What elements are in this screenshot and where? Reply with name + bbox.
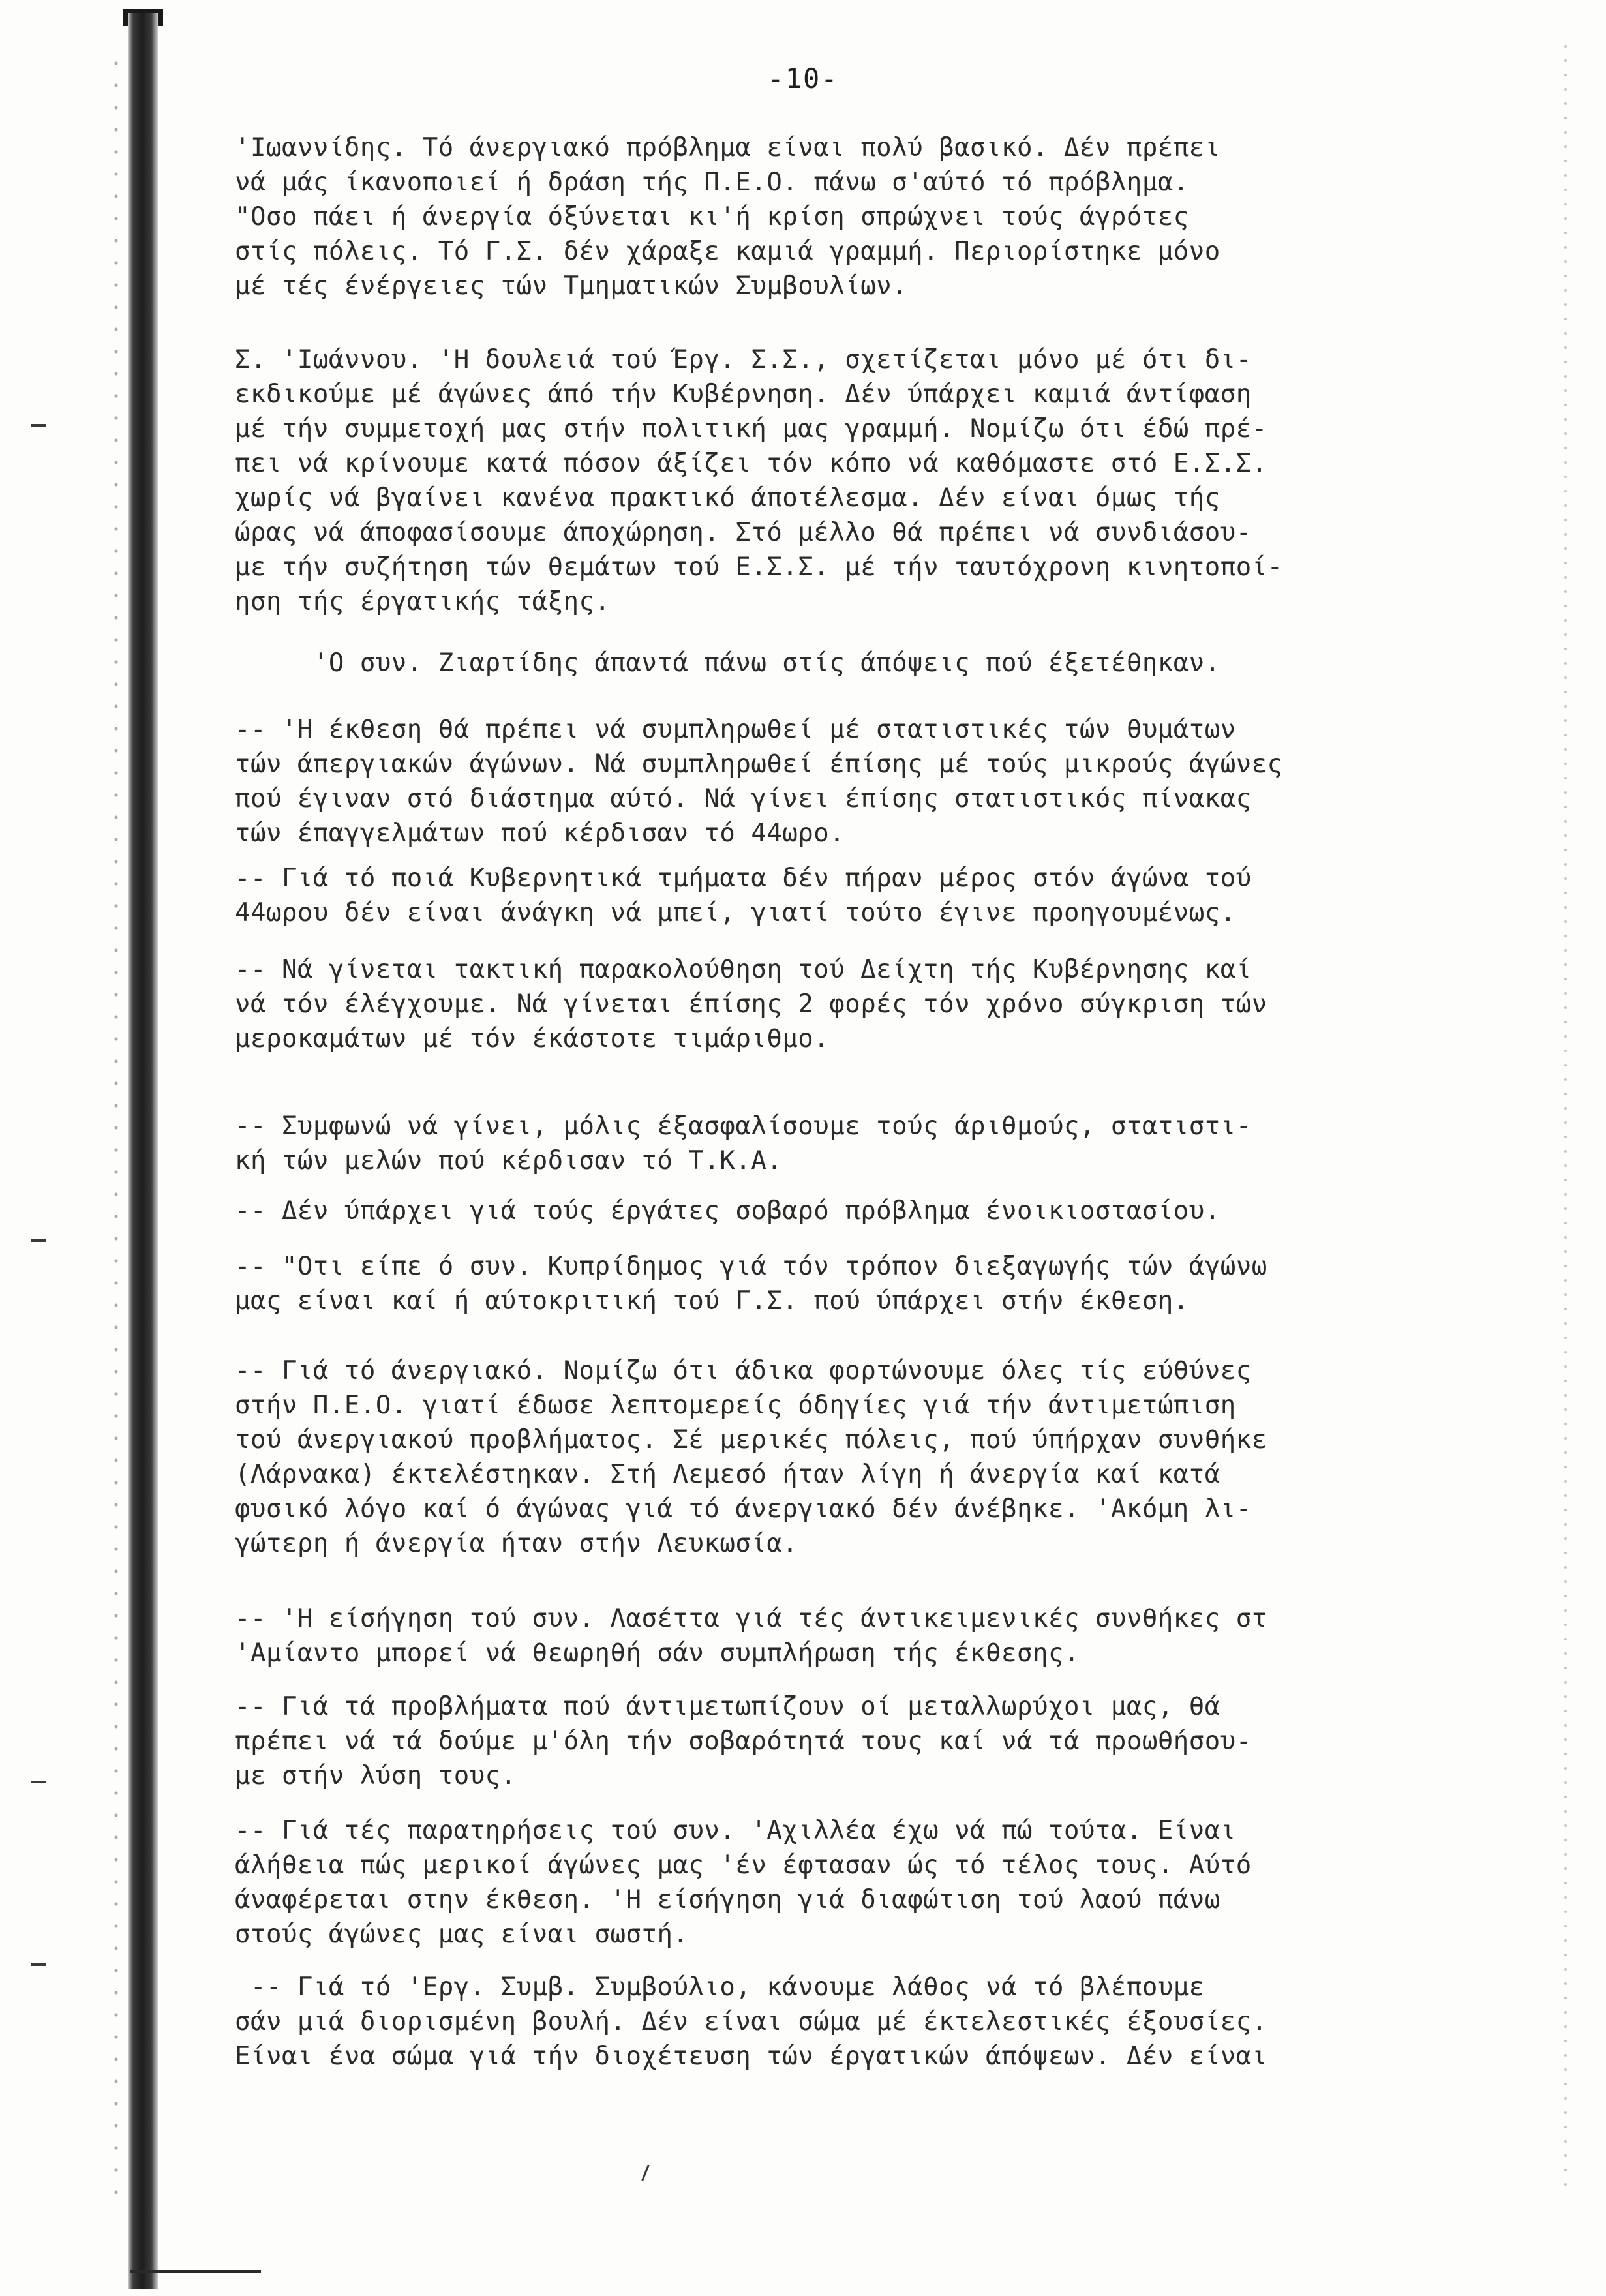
text-line: -- Γιά τά προβλήματα πού άντιμετωπίζουν οί μεταλλωρύχοι μας, θά bbox=[235, 1692, 1220, 1721]
text-line: μέ τήν συμμετοχή μας στήν πολιτική μας γραμμή. Νομίζω ότι έδώ πρέ- bbox=[235, 414, 1267, 444]
text-line: πρέπει νά τά δούμε μ'όλη τήν σοβαρότητά τους καί νά τά προωθήσου- bbox=[235, 1727, 1252, 1756]
text-line: τού άνεργιακού προβλήματος. Σέ μερικές πόλεις, πού ύπήρχαν συνθήκε bbox=[235, 1425, 1267, 1455]
margin-mark bbox=[31, 424, 46, 427]
paragraph-kypridimos bbox=[235, 1249, 1526, 1318]
text-line: νά τόν έλέγχουμε. Νά γίνεται έπίσης 2 φορές τόν χρόνο σύγκριση τών bbox=[235, 989, 1267, 1019]
paragraph-government-departments bbox=[235, 861, 1526, 930]
text-line: εκδικούμε μέ άγώνες άπό τήν Κυβέρνηση. Δέν ύπάρχει καμιά άντίφαση bbox=[235, 380, 1252, 409]
text-line: χωρίς νά βγαίνει κανένα πρακτικό άποτέλεσμα. Δέν είναι όμως τής bbox=[235, 483, 1220, 513]
paragraph-ioannou bbox=[235, 342, 1526, 619]
text-line: -- Νά γίνεται τακτική παρακολούθηση τού Δείχτη τής Κυβέρνησης καί bbox=[235, 955, 1252, 984]
text-line: Είναι ένα σώμα γιά τήν διοχέτευση τών έργατικών άπόψεων. Δέν είναι bbox=[235, 2042, 1267, 2071]
text-line: μας είναι καί ή αύτοκριτική τού Γ.Σ. πού ύπάρχει στήν έκθεση. bbox=[235, 1286, 1189, 1316]
text-line: 'Ο συν. Ζιαρτίδης άπαντά πάνω στίς άπόψεις πού έξετέθηκαν. bbox=[235, 648, 1220, 678]
text-line: 'Αμίαντο μπορεί νά θεωρηθή σάν συμπλήρωση τής έκθεσης. bbox=[235, 1639, 1080, 1668]
paragraph-lasetta bbox=[235, 1601, 1526, 1670]
text-line: (Λάρνακα) έκτελέστηκαν. Στή Λεμεσό ήταν λίγη ή άνεργία καί κατά bbox=[235, 1460, 1220, 1489]
text-line: γώτερη ή άνεργία ήταν στήν Λευκωσία. bbox=[235, 1529, 798, 1558]
paragraph-achilleas bbox=[235, 1813, 1526, 1952]
margin-mark bbox=[31, 1963, 46, 1966]
binding-foot bbox=[130, 2270, 261, 2273]
text-line: ηση τής έργατικής τάξης. bbox=[235, 587, 611, 616]
margin-mark bbox=[31, 1239, 46, 1242]
paragraph-report-statistics bbox=[235, 712, 1526, 851]
paragraph-ziartidis-intro bbox=[235, 646, 1526, 680]
paragraph-tka-statistics bbox=[235, 1109, 1526, 1178]
text-line: μέ τές ένέργειες τών Τμηματικών Συμβουλίων. bbox=[235, 271, 908, 301]
text-line: "Οσο πάει ή άνεργία όξύνεται κι'ή κρίση σπρώχνει τούς άγρότες bbox=[235, 202, 1189, 232]
text-line: -- Γιά τό ποιά Κυβερνητικά τμήματα δέν πήραν μέρος στόν άγώνα τού bbox=[235, 864, 1252, 893]
binding-stitching bbox=[111, 52, 121, 2205]
text-line: ώρας νά άποφασίσουμε άποχώρηση. Στό μέλλο θά πρέπει νά συνδιάσου- bbox=[235, 518, 1252, 547]
text-line: -- Γιά τό 'Εργ. Συμβ. Συμβούλιο, κάνουμε λάθος νά τό βλέπουμε bbox=[235, 1972, 1205, 2002]
text-line: -- Συμφωνώ νά γίνει, μόλις έξασφαλίσουμε τούς άριθμούς, στατιστι- bbox=[235, 1111, 1252, 1141]
margin-mark bbox=[31, 1781, 46, 1783]
text-line: -- Γιά τές παρατηρήσεις τού συν. 'Αχιλλέα έχω νά πώ τούτα. Είναι bbox=[235, 1816, 1236, 1845]
text-line: στούς άγώνες μας είναι σωστή. bbox=[235, 1920, 689, 1949]
text-line: -- Δέν ύπάρχει γιά τούς έργάτες σοβαρό πρόβλημα ένοικιοστασίου. bbox=[235, 1196, 1220, 1226]
text-line: -- 'Η έκθεση θά πρέπει νά συμπληρωθεί μέ στατιστικές τών θυμάτων bbox=[235, 715, 1236, 744]
paragraph-unemployment bbox=[235, 1353, 1526, 1561]
page-number: -10- bbox=[767, 63, 839, 95]
text-line: πού έγιναν στό διάστημα αύτό. Νά γίνει έπίσης στατιστικός πίνακας bbox=[235, 784, 1252, 813]
paragraph-rent-control bbox=[235, 1194, 1526, 1228]
text-line: -- Γιά τό άνεργιακό. Νομίζω ότι άδικα φορτώνουμε όλες τίς εύθύνες bbox=[235, 1356, 1252, 1385]
text-line: νά μάς ίκανοποιεί ή δράση τής Π.Ε.Ο. πάνω σ'αύτό τό πρόβλημα. bbox=[235, 168, 1189, 197]
text-line: στήν Π.Ε.Ο. γιατί έδωσε λεπτομερείς όδηγίες γιά τήν άντιμετώπιση bbox=[235, 1391, 1236, 1420]
binding-spine bbox=[128, 13, 158, 2289]
text-line: τών άπεργιακών άγώνων. Νά συμπληρωθεί έπίσης μέ τούς μικρούς άγώνες bbox=[235, 749, 1283, 779]
text-line: σάν μιά διορισμένη βουλή. Δέν είναι σώμα μέ έκτελεστικές έξουσίες. bbox=[235, 2007, 1267, 2036]
text-line: -- "Οτι είπε ό συν. Κυπρίδημος γιά τόν τρόπον διεξαγωγής τών άγώνω bbox=[235, 1252, 1267, 1281]
text-line: μεροκαμάτων μέ τόν έκάστοτε τιμάριθμο. bbox=[235, 1024, 830, 1053]
text-line: φυσικό λόγο καί ό άγώνας γιά τό άνεργιακό δέν άνέβηκε. 'Ακόμη λι- bbox=[235, 1494, 1252, 1524]
paragraph-ioannidis bbox=[235, 130, 1526, 303]
text-line: τών έπαγγελμάτων πού κέρδισαν τό 44ωρο. bbox=[235, 819, 845, 848]
text-line: άναφέρεται στην έκθεση. 'Η είσήγηση γιά διαφώτιση τού λαού πάνω bbox=[235, 1885, 1220, 1914]
paragraph-cost-of-living-index bbox=[235, 952, 1526, 1056]
text-line: στίς πόλεις. Τό Γ.Σ. δέν χάραξε καμιά γραμμή. Περιορίστηκε μόνο bbox=[235, 237, 1220, 266]
text-line: με στήν λύση τους. bbox=[235, 1761, 517, 1790]
paragraph-labour-council bbox=[235, 1970, 1526, 2074]
paragraph-miners bbox=[235, 1689, 1526, 1793]
text-line: 'Ιωαννίδης. Τό άνεργιακό πρόβλημα είναι πολύ βασικό. Δέν πρέπει bbox=[235, 133, 1220, 162]
text-line: -- 'Η είσήγηση τού συν. Λασέττα γιά τές άντικειμενικές συνθήκες στ bbox=[235, 1604, 1267, 1633]
stray-pen-mark bbox=[641, 2164, 650, 2181]
text-line: με τήν συζήτηση τών θεμάτων τού Ε.Σ.Σ. μέ τήν ταυτόχρονη κινητοποί- bbox=[235, 552, 1283, 582]
text-line: άλήθεια πώς μερικοί άγώνες μας 'έν έφτασαν ώς τό τέλος τους. Αύτό bbox=[235, 1850, 1252, 1880]
text-line: πει νά κρίνουμε κατά πόσον άξίζει τόν κόπο νά καθόμαστε στό Ε.Σ.Σ. bbox=[235, 449, 1267, 478]
text-line: Σ. 'Ιωάννου. 'Η δουλειά τού Έργ. Σ.Σ., σχετίζεται μόνο μέ ότι δι- bbox=[235, 345, 1252, 374]
text-line: 44ωρου δέν είναι άνάγκη νά μπεί, γιατί τούτο έγινε προηγουμένως. bbox=[235, 898, 1236, 928]
page-right-edge bbox=[1564, 39, 1567, 2192]
text-line: κή τών μελών πού κέρδισαν τό Τ.Κ.Α. bbox=[235, 1146, 783, 1175]
